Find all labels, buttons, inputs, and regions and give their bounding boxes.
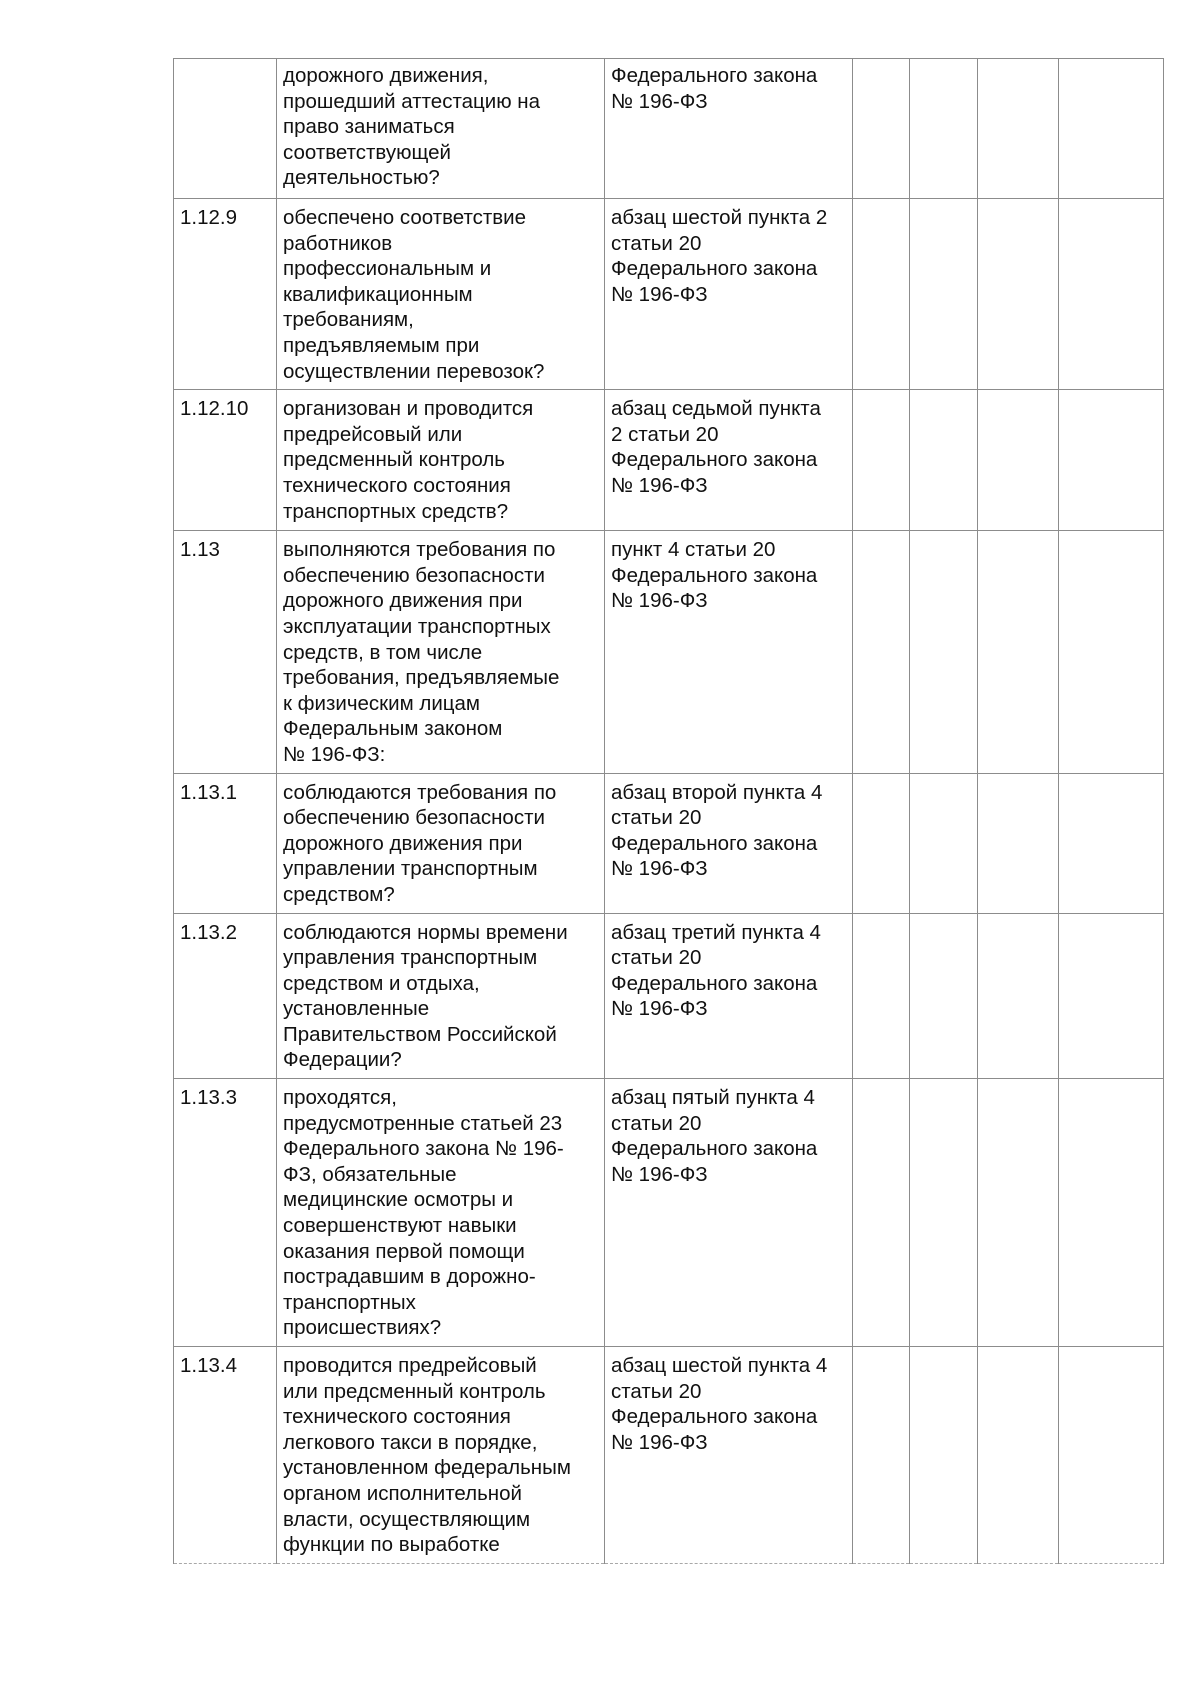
table-row: [174, 59, 1164, 199]
legal-reference-cell: абзац шестой пункта 4 статьи 20 Федерального закона № 196-ФЗ: [605, 1347, 853, 1564]
table-row: [174, 1079, 1164, 1347]
answer-no-cell: [910, 773, 978, 913]
table-row: [174, 390, 1164, 531]
table-row: [174, 773, 1164, 913]
item-number-cell: 1.13: [174, 531, 277, 773]
item-number-cell: 1.13.3: [174, 1079, 277, 1347]
item-number-cell: 1.12.9: [174, 199, 277, 390]
question-cell: проводится предрейсовый или предсменный контроль технического состояния легкового такси в порядке, установленном федеральным органом исполнительной власти, осуществляющим функции по выработке: [277, 1347, 605, 1564]
legal-reference-cell: абзац седьмой пункта 2 статьи 20 Федерального закона № 196-ФЗ: [605, 390, 853, 531]
legal-reference-cell: абзац третий пункта 4 статьи 20 Федерального закона № 196-ФЗ: [605, 913, 853, 1079]
answer-no-cell: [910, 531, 978, 773]
question-cell: соблюдаются требования по обеспечению безопасности дорожного движения при управлении транспортным средством?: [277, 773, 605, 913]
answer-yes-cell: [853, 773, 910, 913]
note-cell: [1059, 59, 1164, 199]
answer-yes-cell: [853, 390, 910, 531]
answer-yes-cell: [853, 59, 910, 199]
legal-reference-cell: абзац шестой пункта 2 статьи 20 Федерального закона № 196-ФЗ: [605, 199, 853, 390]
item-number-cell: 1.12.10: [174, 390, 277, 531]
item-number-cell: 1.13.2: [174, 913, 277, 1079]
not-applicable-cell: [978, 773, 1059, 913]
table-row: [174, 913, 1164, 1079]
not-applicable-cell: [978, 1347, 1059, 1564]
note-cell: [1059, 1079, 1164, 1347]
item-number-cell: [174, 59, 277, 199]
question-cell: выполняются требования по обеспечению безопасности дорожного движения при эксплуатации транспортных средств, в том числе требования, предъявляемые к физическим лицам Федеральным законом № 196-ФЗ:: [277, 531, 605, 773]
legal-reference-cell: абзац второй пункта 4 статьи 20 Федерального закона № 196-ФЗ: [605, 773, 853, 913]
note-cell: [1059, 199, 1164, 390]
legal-reference-cell: абзац пятый пункта 4 статьи 20 Федерального закона № 196-ФЗ: [605, 1079, 853, 1347]
note-cell: [1059, 531, 1164, 773]
answer-no-cell: [910, 1079, 978, 1347]
question-cell: дорожного движения, прошедший аттестацию на право заниматься соответствующей деятельностью?: [277, 59, 605, 199]
legal-reference-cell: Федерального закона № 196-ФЗ: [605, 59, 853, 199]
not-applicable-cell: [978, 1079, 1059, 1347]
answer-no-cell: [910, 1347, 978, 1564]
question-cell: соблюдаются нормы времени управления транспортным средством и отдыха, установленные Правительством Российской Федерации?: [277, 913, 605, 1079]
answer-yes-cell: [853, 913, 910, 1079]
answer-yes-cell: [853, 199, 910, 390]
question-cell: проходятся, предусмотренные статьей 23 Федерального закона № 196- ФЗ, обязательные медицинские осмотры и совершенствуют навыки оказания первой помощи пострадавшим в дорожно- транспортных происшествиях?: [277, 1079, 605, 1347]
legal-reference-cell: пункт 4 статьи 20 Федерального закона № 196-ФЗ: [605, 531, 853, 773]
note-cell: [1059, 913, 1164, 1079]
question-cell: обеспечено соответствие работников профессиональным и квалификационным требованиям, предъявляемым при осуществлении перевозок?: [277, 199, 605, 390]
note-cell: [1059, 773, 1164, 913]
answer-no-cell: [910, 390, 978, 531]
item-number-cell: 1.13.4: [174, 1347, 277, 1564]
not-applicable-cell: [978, 913, 1059, 1079]
not-applicable-cell: [978, 531, 1059, 773]
question-cell: организован и проводится предрейсовый или предсменный контроль технического состояния транспортных средств?: [277, 390, 605, 531]
checklist-table: [173, 58, 1164, 1564]
table-row: [174, 1347, 1164, 1564]
table-row: [174, 531, 1164, 773]
answer-no-cell: [910, 59, 978, 199]
not-applicable-cell: [978, 59, 1059, 199]
note-cell: [1059, 390, 1164, 531]
note-cell: [1059, 1347, 1164, 1564]
not-applicable-cell: [978, 390, 1059, 531]
answer-yes-cell: [853, 531, 910, 773]
document-page: [173, 58, 1163, 1564]
answer-yes-cell: [853, 1347, 910, 1564]
answer-no-cell: [910, 913, 978, 1079]
item-number-cell: 1.13.1: [174, 773, 277, 913]
table-row: [174, 199, 1164, 390]
answer-no-cell: [910, 199, 978, 390]
not-applicable-cell: [978, 199, 1059, 390]
answer-yes-cell: [853, 1079, 910, 1347]
